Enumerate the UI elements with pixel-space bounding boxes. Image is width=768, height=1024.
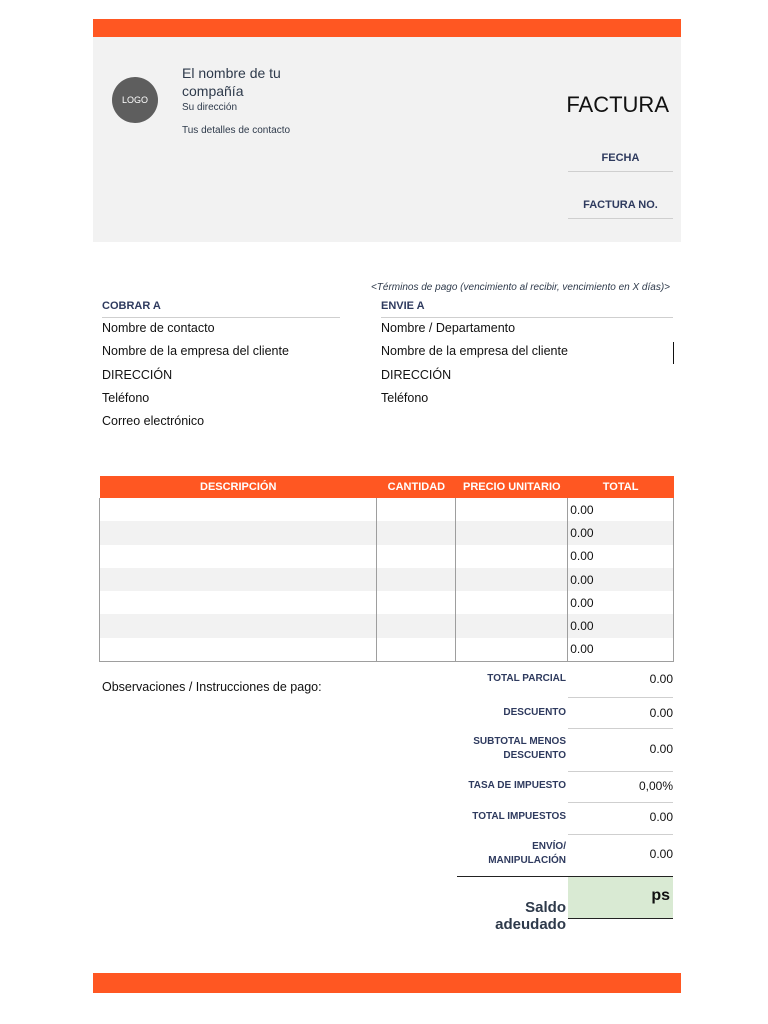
payment-terms: <Términos de pago (vencimiento al recibir, vencimiento en X días)> <box>370 282 670 293</box>
description-cell[interactable] <box>100 545 377 568</box>
subtotal-label: TOTAL PARCIAL <box>487 673 566 684</box>
subtotal-less-discount-label: SUBTOTAL MENOS DESCUENTO <box>473 736 566 761</box>
subtotal-value: 0.00 <box>649 672 673 686</box>
ship-to-line: Nombre de la empresa del cliente <box>381 344 568 358</box>
ship-to-line: DIRECCIÓN <box>381 368 452 382</box>
total-cell: 0.00 <box>568 568 674 591</box>
balance-due-value: ps <box>651 887 670 904</box>
bill-to-line: Nombre de contacto <box>102 321 215 335</box>
text-cursor <box>673 342 674 364</box>
summary-divider <box>568 834 673 835</box>
tax-rate-label: TASA DE IMPUESTO <box>468 780 566 791</box>
top-accent-bar <box>93 19 681 37</box>
bill-to-line: Nombre de la empresa del cliente <box>102 344 289 358</box>
unit-price-cell[interactable] <box>456 521 568 544</box>
table-row <box>100 545 674 568</box>
quantity-cell[interactable] <box>377 638 456 662</box>
quantity-cell[interactable] <box>377 521 456 544</box>
summary-divider <box>568 697 673 698</box>
invoice-number-label: FACTURA NO. <box>568 199 673 219</box>
table-row <box>100 568 674 591</box>
bottom-accent-bar <box>93 973 681 993</box>
table-row <box>100 498 674 521</box>
description-cell[interactable] <box>100 568 377 591</box>
table-row <box>100 521 674 544</box>
description-cell[interactable] <box>100 498 377 521</box>
bill-to-line: Correo electrónico <box>102 414 205 428</box>
total-cell: 0.00 <box>568 638 674 662</box>
company-name: El nombre de tu compañía <box>182 65 281 99</box>
table-header-row <box>100 476 674 498</box>
total-tax-value: 0.00 <box>649 810 673 824</box>
bill-to-heading: COBRAR A <box>102 300 340 318</box>
bill-to-line: Teléfono <box>102 391 150 405</box>
balance-due-box <box>568 877 673 919</box>
invoice-header <box>93 37 681 242</box>
summary-divider <box>568 802 673 803</box>
column-header-quantity: CANTIDAD <box>377 476 456 498</box>
unit-price-cell[interactable] <box>456 638 568 662</box>
unit-price-cell[interactable] <box>456 545 568 568</box>
summary-divider <box>568 728 673 729</box>
discount-value[interactable]: 0.00 <box>649 706 673 720</box>
table-row <box>100 638 674 662</box>
total-cell: 0.00 <box>568 498 674 521</box>
document-title: FACTURA <box>566 92 669 117</box>
column-header-description: DESCRIPCIÓN <box>100 476 377 498</box>
quantity-cell[interactable] <box>377 568 456 591</box>
unit-price-cell[interactable] <box>456 591 568 614</box>
quantity-cell[interactable] <box>377 591 456 614</box>
unit-price-cell[interactable] <box>456 568 568 591</box>
quantity-cell[interactable] <box>377 614 456 637</box>
company-address: Su dirección <box>182 102 238 113</box>
discount-label: DESCUENTO <box>503 707 566 718</box>
ship-to-line: Nombre / Departamento <box>381 321 516 335</box>
table-row <box>100 591 674 614</box>
summary-divider <box>568 771 673 772</box>
tax-rate-value[interactable]: 0,00% <box>638 779 673 793</box>
bill-to-line: DIRECCIÓN <box>102 368 173 382</box>
subtotal-less-discount-value: 0.00 <box>649 742 673 756</box>
total-cell: 0.00 <box>568 545 674 568</box>
ship-to-line: Teléfono <box>381 391 429 405</box>
table-row <box>100 614 674 637</box>
payment-notes-label: Observaciones / Instrucciones de pago: <box>102 680 322 694</box>
shipping-label: ENVÍO/ MANIPULACIÓN <box>488 841 566 866</box>
company-contact: Tus detalles de contacto <box>182 125 291 136</box>
ship-to-heading: ENVIE A <box>381 300 673 318</box>
total-cell: 0.00 <box>568 591 674 614</box>
company-logo: LOGO <box>112 77 158 123</box>
shipping-value[interactable]: 0.00 <box>649 847 673 861</box>
line-items-table <box>99 476 674 662</box>
unit-price-cell[interactable] <box>456 498 568 521</box>
description-cell[interactable] <box>100 521 377 544</box>
total-cell: 0.00 <box>568 521 674 544</box>
description-cell[interactable] <box>100 638 377 662</box>
column-header-total: TOTAL <box>568 476 674 498</box>
description-cell[interactable] <box>100 591 377 614</box>
total-tax-label: TOTAL IMPUESTOS <box>472 811 566 822</box>
balance-due-label: Saldo adeudado <box>495 899 566 933</box>
description-cell[interactable] <box>100 614 377 637</box>
unit-price-cell[interactable] <box>456 614 568 637</box>
column-header-unit-price: PRECIO UNITARIO <box>456 476 568 498</box>
total-cell: 0.00 <box>568 614 674 637</box>
quantity-cell[interactable] <box>377 498 456 521</box>
quantity-cell[interactable] <box>377 545 456 568</box>
date-label: FECHA <box>568 152 673 172</box>
